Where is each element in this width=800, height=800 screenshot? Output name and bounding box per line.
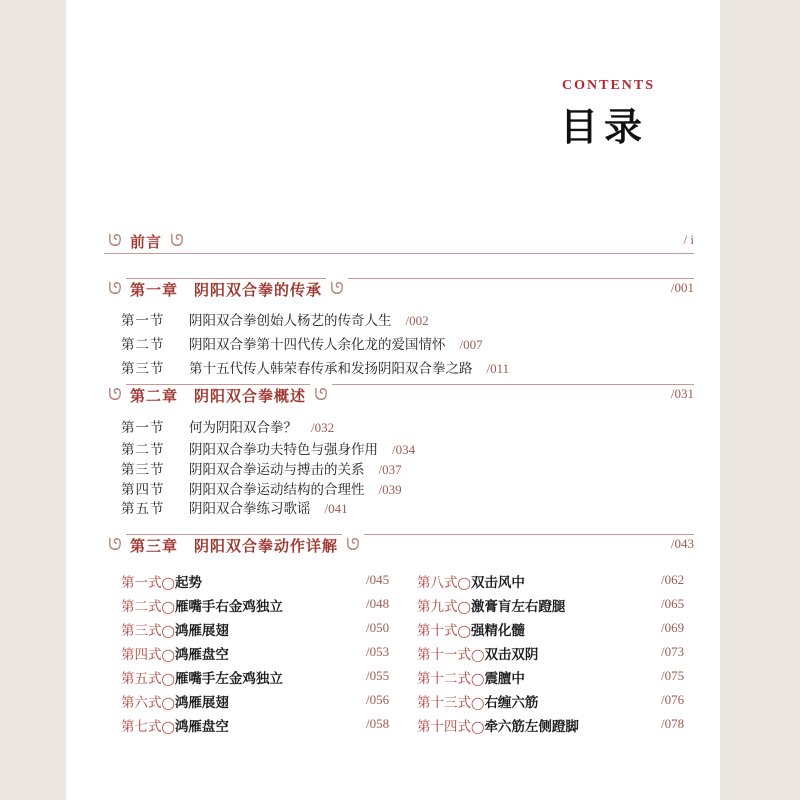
toc-entry: 第二节 阴阳双合拳第十四代传人余化龙的爱国情怀 /007 [121, 337, 483, 353]
contents-heading-cn: 目录 [560, 104, 649, 149]
circle-bullet-icon: ◯ [161, 672, 175, 686]
circle-bullet-icon: ◯ [161, 696, 175, 710]
move-item: 第一式◯起势 [121, 575, 202, 591]
preface-title: 前言 [126, 231, 166, 252]
toc-entry: 第三节 阴阳双合拳运动与搏击的关系 /037 [121, 462, 402, 478]
swirl-ornament-icon: ᘎ [104, 230, 126, 252]
circle-bullet-icon: ◯ [471, 696, 485, 710]
move-page: /065 [661, 596, 685, 611]
toc-entry: 第四节 阴阳双合拳运动结构的合理性 /039 [121, 482, 402, 498]
move-page: /048 [366, 596, 390, 611]
move-item: 第二式◯雁嘴手右金鸡独立 [121, 599, 283, 615]
move-item: 第七式◯鸿雁盘空 [121, 719, 229, 735]
circle-bullet-icon: ◯ [161, 720, 175, 734]
swirl-ornament-icon: ᘎ [342, 534, 364, 556]
move-page: /076 [661, 692, 685, 707]
swirl-ornament-icon: ᘎ [104, 384, 126, 406]
move-page: /062 [661, 572, 685, 587]
chapter3-title: 第三章 阴阳双合拳动作详解 [126, 535, 342, 556]
circle-bullet-icon: ◯ [471, 720, 485, 734]
move-page: /058 [366, 716, 390, 731]
swirl-ornament-icon: ᘎ [104, 278, 126, 300]
move-page: /050 [366, 620, 390, 635]
chapter3-page: /043 [670, 536, 694, 551]
move-page: /073 [661, 644, 685, 659]
preface-rule [104, 253, 694, 254]
circle-bullet-icon: ◯ [457, 576, 471, 590]
chapter2-band [104, 383, 364, 407]
chapter1-band [104, 277, 394, 301]
move-item: 第八式◯双击风中 [417, 575, 525, 591]
circle-bullet-icon: ◯ [457, 600, 471, 614]
move-item: 第五式◯雁嘴手左金鸡独立 [121, 671, 283, 687]
move-item: 第十三式◯右缠六筋 [417, 695, 539, 711]
toc-entry: 第一节 何为阴阳双合拳？ /032 [121, 420, 335, 436]
move-item: 第十式◯强精化髓 [417, 623, 525, 639]
move-page: /045 [366, 572, 390, 587]
swirl-ornament-icon: ᘎ [326, 278, 348, 300]
preface-band [104, 229, 206, 253]
move-item: 第十二式◯震膻中 [417, 671, 525, 687]
chapter1-title: 第一章 阴阳双合拳的传承 [126, 279, 326, 300]
chapter1-page: /001 [670, 280, 694, 295]
circle-bullet-icon: ◯ [161, 600, 175, 614]
toc-entry: 第三节 第十五代传人韩荣春传承和发扬阴阳双合拳之路 /011 [121, 361, 510, 377]
move-page: /069 [661, 620, 685, 635]
circle-bullet-icon: ◯ [161, 576, 175, 590]
move-item: 第十一式◯双击双阴 [417, 647, 539, 663]
circle-bullet-icon: ◯ [161, 648, 175, 662]
preface-page: / i [683, 232, 694, 247]
chapter2-page: /031 [670, 386, 694, 401]
move-page: /056 [366, 692, 390, 707]
contents-heading-en: CONTENTS [562, 78, 656, 93]
toc-entry: 第五节 阴阳双合拳练习歌谣 /041 [121, 501, 348, 517]
chapter3-band [104, 533, 412, 557]
toc-entry: 第二节 阴阳双合拳功夫特色与强身作用 /034 [121, 442, 416, 458]
circle-bullet-icon: ◯ [471, 672, 485, 686]
swirl-ornament-icon: ᘎ [166, 230, 188, 252]
move-page: /078 [661, 716, 685, 731]
toc-entry: 第一节 阴阳双合拳创始人杨艺的传奇人生 /002 [121, 313, 429, 329]
move-item: 第十四式◯牵六筋左侧蹬脚 [417, 719, 579, 735]
move-item: 第三式◯鸿雁展翅 [121, 623, 229, 639]
move-page: /075 [661, 668, 685, 683]
circle-bullet-icon: ◯ [471, 648, 485, 662]
circle-bullet-icon: ◯ [457, 624, 471, 638]
move-item: 第九式◯激膏肓左右蹬腿 [417, 599, 566, 615]
circle-bullet-icon: ◯ [161, 624, 175, 638]
move-page: /055 [366, 668, 390, 683]
move-page: /053 [366, 644, 390, 659]
move-item: 第六式◯鸿雁展翅 [121, 695, 229, 711]
swirl-ornament-icon: ᘎ [310, 384, 332, 406]
swirl-ornament-icon: ᘎ [104, 534, 126, 556]
chapter2-title: 第二章 阴阳双合拳概述 [126, 385, 310, 406]
move-item: 第四式◯鸿雁盘空 [121, 647, 229, 663]
